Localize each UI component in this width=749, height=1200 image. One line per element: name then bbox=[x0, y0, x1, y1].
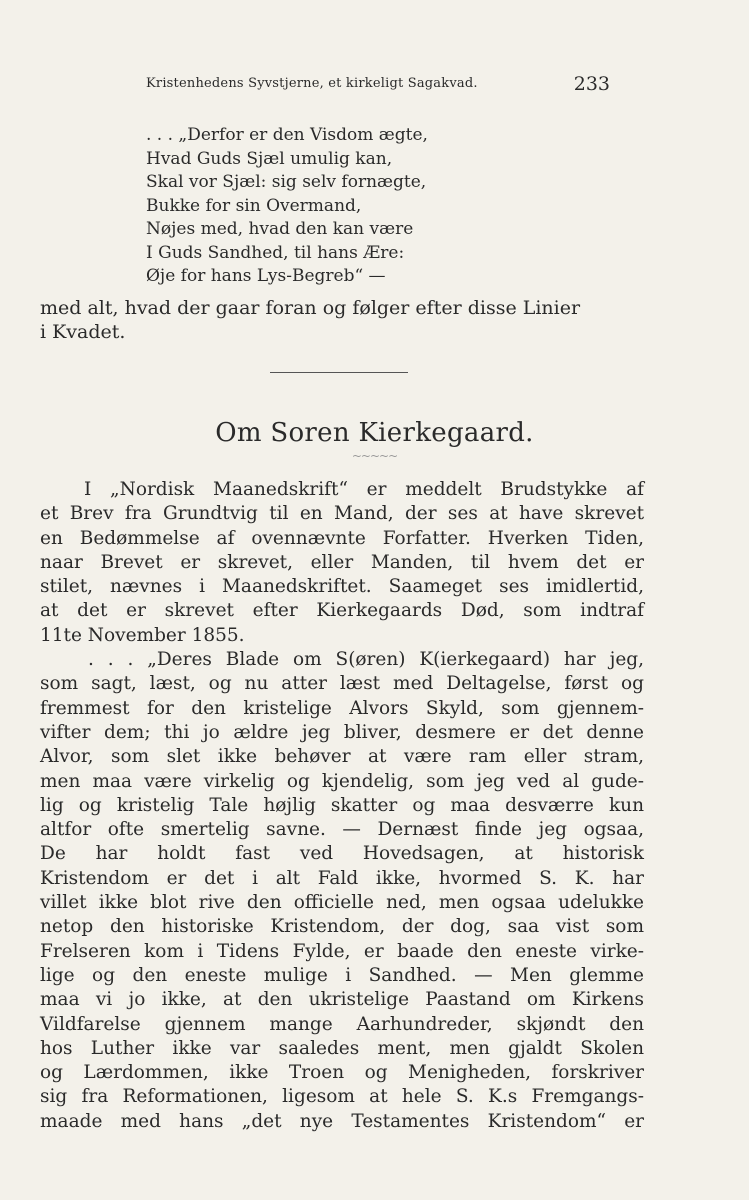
section-divider bbox=[270, 372, 408, 373]
poem-line: Nøjes med, hvad den kan være bbox=[146, 219, 414, 239]
text-line: en Bedømmelse af ovennævnte Forfatter. Hverken Tiden, bbox=[40, 527, 644, 549]
text-line: et Brev fra Grundtvig til en Mand, der ses at have skrevet bbox=[40, 503, 644, 525]
text-line: netop den historiske Kristendom, der dog, saa vist som bbox=[40, 916, 644, 938]
continuation-paragraph bbox=[40, 296, 640, 344]
text-line: 11te November 1855. bbox=[40, 624, 245, 646]
page-header bbox=[146, 73, 616, 100]
text-line: naar Brevet er skrevet, eller Manden, til hvem det er bbox=[40, 551, 644, 573]
text-line: i Kvadet. bbox=[40, 321, 126, 343]
text-line: Vildfarelse gjennem mange Aarhundreder, skjøndt den bbox=[40, 1013, 644, 1035]
text-line: maade med hans „det nye Testamentes Kristendom“ er bbox=[40, 1110, 644, 1132]
article-body bbox=[40, 478, 644, 1134]
text-line: De har holdt fast ved Hovedsagen, at historisk bbox=[40, 843, 644, 865]
text-line: maa vi jo ikke, at den ukristelige Paastand om Kirkens bbox=[40, 989, 644, 1011]
section-title: Om Soren Kierkegaard. bbox=[215, 418, 534, 448]
text-line: og Lærdommen, ikke Troen og Menigheden, forskriver bbox=[40, 1062, 644, 1084]
text-line: sig fra Reformationen, ligesom at hele S. K.s Fremgangs- bbox=[40, 1086, 644, 1108]
text-line: altfor ofte smertelig savne. — Dernæst finde jeg ogsaa, bbox=[40, 819, 644, 841]
text-line: Kristendom er det i alt Fald ikke, hvormed S. K. har bbox=[40, 867, 644, 889]
poem-line: . . . „Derfor er den Visdom ægte, bbox=[146, 125, 428, 145]
running-title: Kristenhedens Syvstjerne, et kirkeligt Sagakvad. bbox=[146, 76, 478, 91]
poem-quote bbox=[146, 124, 586, 289]
text-line: . . . „Deres Blade om S(øren) K(ierkegaard) har jeg, bbox=[88, 649, 644, 671]
text-line: vifter dem; thi jo ældre jeg bliver, desmere er det denne bbox=[40, 721, 644, 743]
poem-line: Øje for hans Lys-Begreb“ — bbox=[146, 266, 386, 286]
text-line: I „Nordisk Maanedskrift“ er meddelt Brudstykke af bbox=[84, 479, 644, 500]
poem-line: Skal vor Sjæl: sig selv fornægte, bbox=[146, 172, 427, 192]
text-line: som sagt, læst, og nu atter læst med Deltagelse, først og bbox=[40, 673, 644, 695]
text-line: med alt, hvad der gaar foran og følger efter disse Linier bbox=[40, 297, 581, 319]
text-line: Alvor, som slet ikke behøver at være ram eller stram, bbox=[40, 746, 644, 768]
text-line: lig og kristelig Tale højlig skatter og maa desværre kun bbox=[40, 794, 644, 816]
text-line: villet ikke blot rive den officielle ned, men ogsaa udelukke bbox=[40, 892, 644, 914]
poem-line: I Guds Sandhed, til hans Ære: bbox=[146, 242, 405, 263]
page-number: 233 bbox=[573, 73, 610, 95]
text-line: at det er skrevet efter Kierkegaards Død, som indtraf bbox=[40, 600, 644, 622]
text-line: fremmest for den kristelige Alvors Skyld, som gjennem- bbox=[40, 697, 644, 719]
text-line: stilet, nævnes i Maanedskriftet. Saameget ses imidlertid, bbox=[40, 576, 644, 598]
text-line: Frelseren kom i Tidens Fylde, er baade den eneste virke- bbox=[40, 940, 644, 962]
poem-line: Bukke for sin Overmand, bbox=[146, 195, 362, 216]
text-line: lige og den eneste mulige i Sandhed. — Men glemme bbox=[40, 964, 644, 986]
title-ornament: ~~~~~ bbox=[351, 449, 398, 463]
text-line: hos Luther ikke var saaledes ment, men gjaldt Skolen bbox=[40, 1037, 644, 1059]
poem-line: Hvad Guds Sjæl umulig kan, bbox=[146, 148, 393, 169]
text-line: men maa være virkelig og kjendelig, som jeg ved al gude- bbox=[40, 770, 644, 792]
